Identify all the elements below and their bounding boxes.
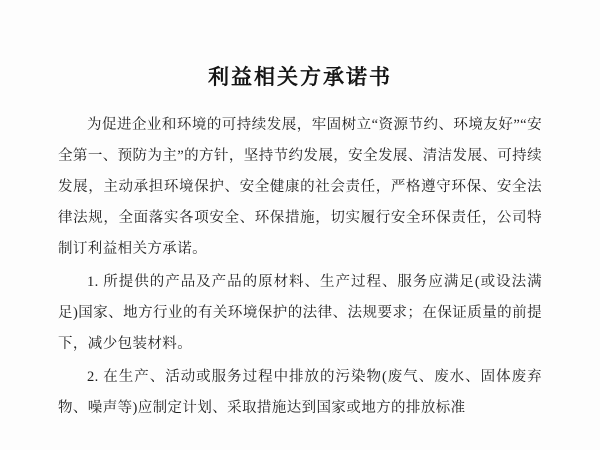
paragraph: 1. 所提供的产品及产品的原材料、生产过程、服务应满足(或设法满足)国家、地方行业的有关环境保护的法律、法规要求；在保证质量的前提下，减少包装材料。 — [58, 274, 542, 353]
page-bottom-fade — [0, 436, 600, 450]
paragraph: 为促进企业和环境的可持续发展，牢固树立“资源节约、环境友好”“安全第一、预防为主”的方针，坚持节约发展，安全发展、清洁发展、可持续发展，主动承担环境保护、安全健康的社会责任，严格遵守环保、安全法律法规，全面落实各项安全、环保措施，切实履行安全环保责任，公司特制订利益相关方承诺。 — [58, 117, 542, 258]
paragraph: 2. 在生产、活动或服务过程中排放的污染物(废气、废水、固体废弃物、噪声等)应制定计划、采取措施达到国家或地方的排放标准 — [58, 369, 542, 417]
document-body — [58, 110, 542, 424]
page-title: 利益相关方承诺书 — [208, 65, 392, 89]
